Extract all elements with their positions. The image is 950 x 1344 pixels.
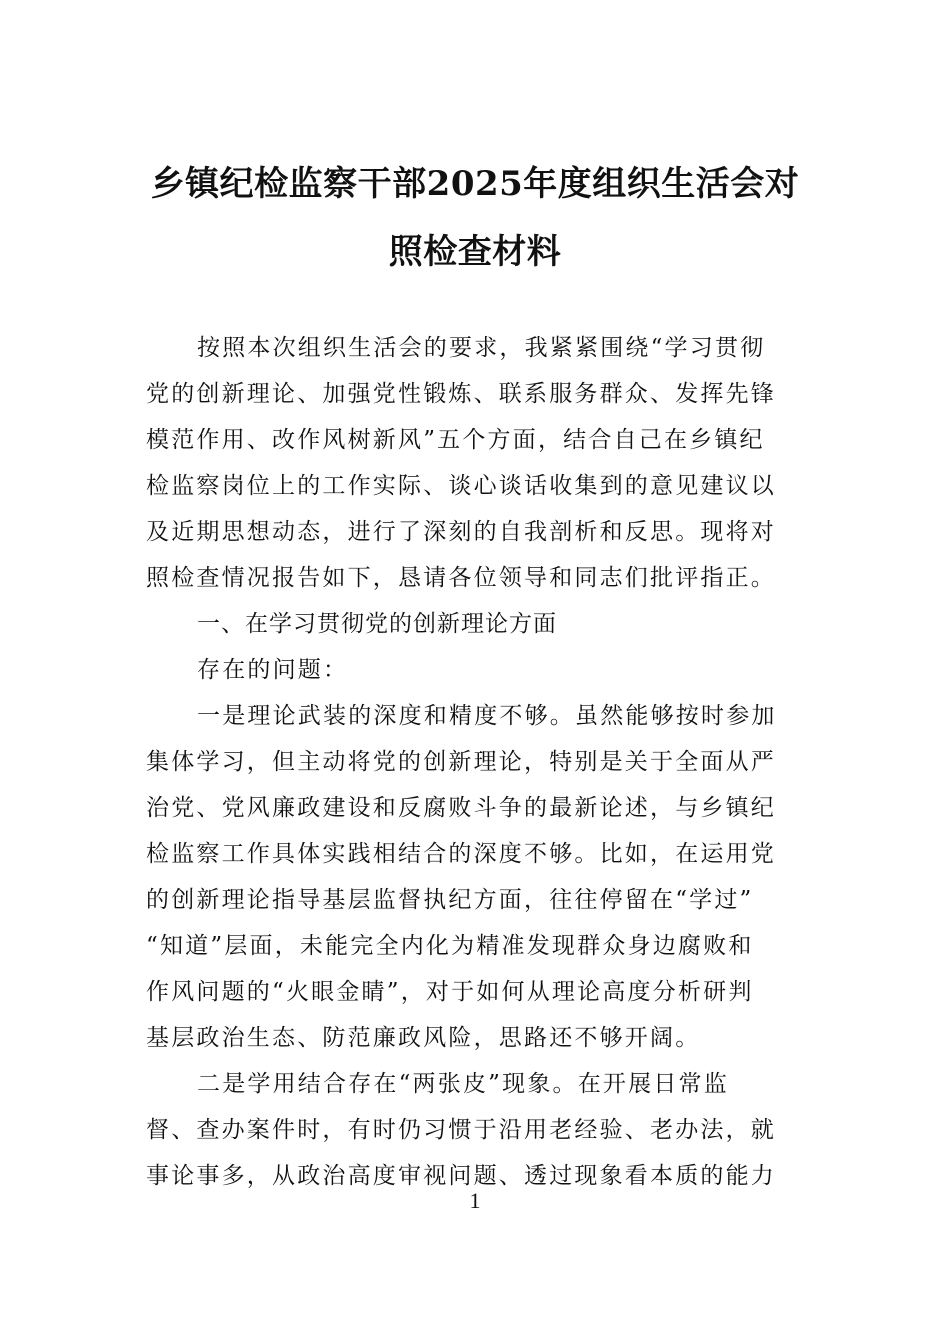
paragraph-line: 督、查办案件时，有时仍习惯于沿用老经验、老办法，就 (146, 1117, 776, 1143)
paragraph-line: 检监察工作具体实践相结合的深度不够。比如，在运用党 (146, 841, 776, 867)
paragraph-line: 党的创新理论、加强党性锻炼、联系服务群众、发挥先锋 (146, 381, 776, 407)
problem-two-paragraph (146, 1061, 806, 1199)
paragraph-line: 一是理论武装的深度和精度不够。虽然能够按时参加 (197, 703, 777, 729)
paragraph-line: 及近期思想动态，进行了深刻的自我剖析和反思。现将对 (146, 519, 776, 545)
title-line-2: 照检查材料 (388, 232, 562, 272)
intro-paragraph (146, 325, 806, 601)
paragraph-line: 治党、党风廉政建设和反腐败斗争的最新论述，与乡镇纪 (146, 795, 776, 821)
title-line-1: 乡镇纪检监察干部2025年度组织生活会对 (150, 164, 800, 204)
paragraph-line: 照检查情况报告如下，恳请各位领导和同志们批评指正。 (146, 565, 776, 591)
paragraph-line: 作风问题的“火眼金睛”，对于如何从理论高度分析研判 (146, 979, 754, 1005)
paragraph-line: 事论事多，从政治高度审视问题、透过现象看本质的能力 (146, 1163, 776, 1189)
page-number: 1 (469, 1188, 481, 1213)
paragraph-line: 二是学用结合存在“两张皮”现象。在开展日常监 (197, 1071, 729, 1097)
paragraph-line: 按照本次组织生活会的要求，我紧紧围绕“学习贯彻 (197, 335, 766, 361)
paragraph-line: 集体学习，但主动将党的创新理论，特别是关于全面从严 (146, 749, 776, 775)
document-body (146, 325, 806, 1199)
problem-one-paragraph (146, 693, 806, 1061)
section-heading: 一、在学习贯彻党的创新理论方面 (197, 611, 557, 637)
problems-label: 存在的问题： (197, 657, 349, 683)
paragraph-line: 的创新理论指导基层监督执纪方面，往往停留在“学过” (146, 887, 754, 913)
paragraph-line: 检监察岗位上的工作实际、谈心谈话收集到的意见建议以 (146, 473, 776, 499)
paragraph-line: “知道”层面，未能完全内化为精准发现群众身边腐败和 (146, 933, 754, 959)
paragraph-line: 基层政治生态、防范廉政风险，思路还不够开阔。 (146, 1025, 701, 1051)
paragraph-line: 模范作用、改作风树新风”五个方面，结合自己在乡镇纪 (146, 427, 765, 453)
document-title (120, 150, 830, 286)
